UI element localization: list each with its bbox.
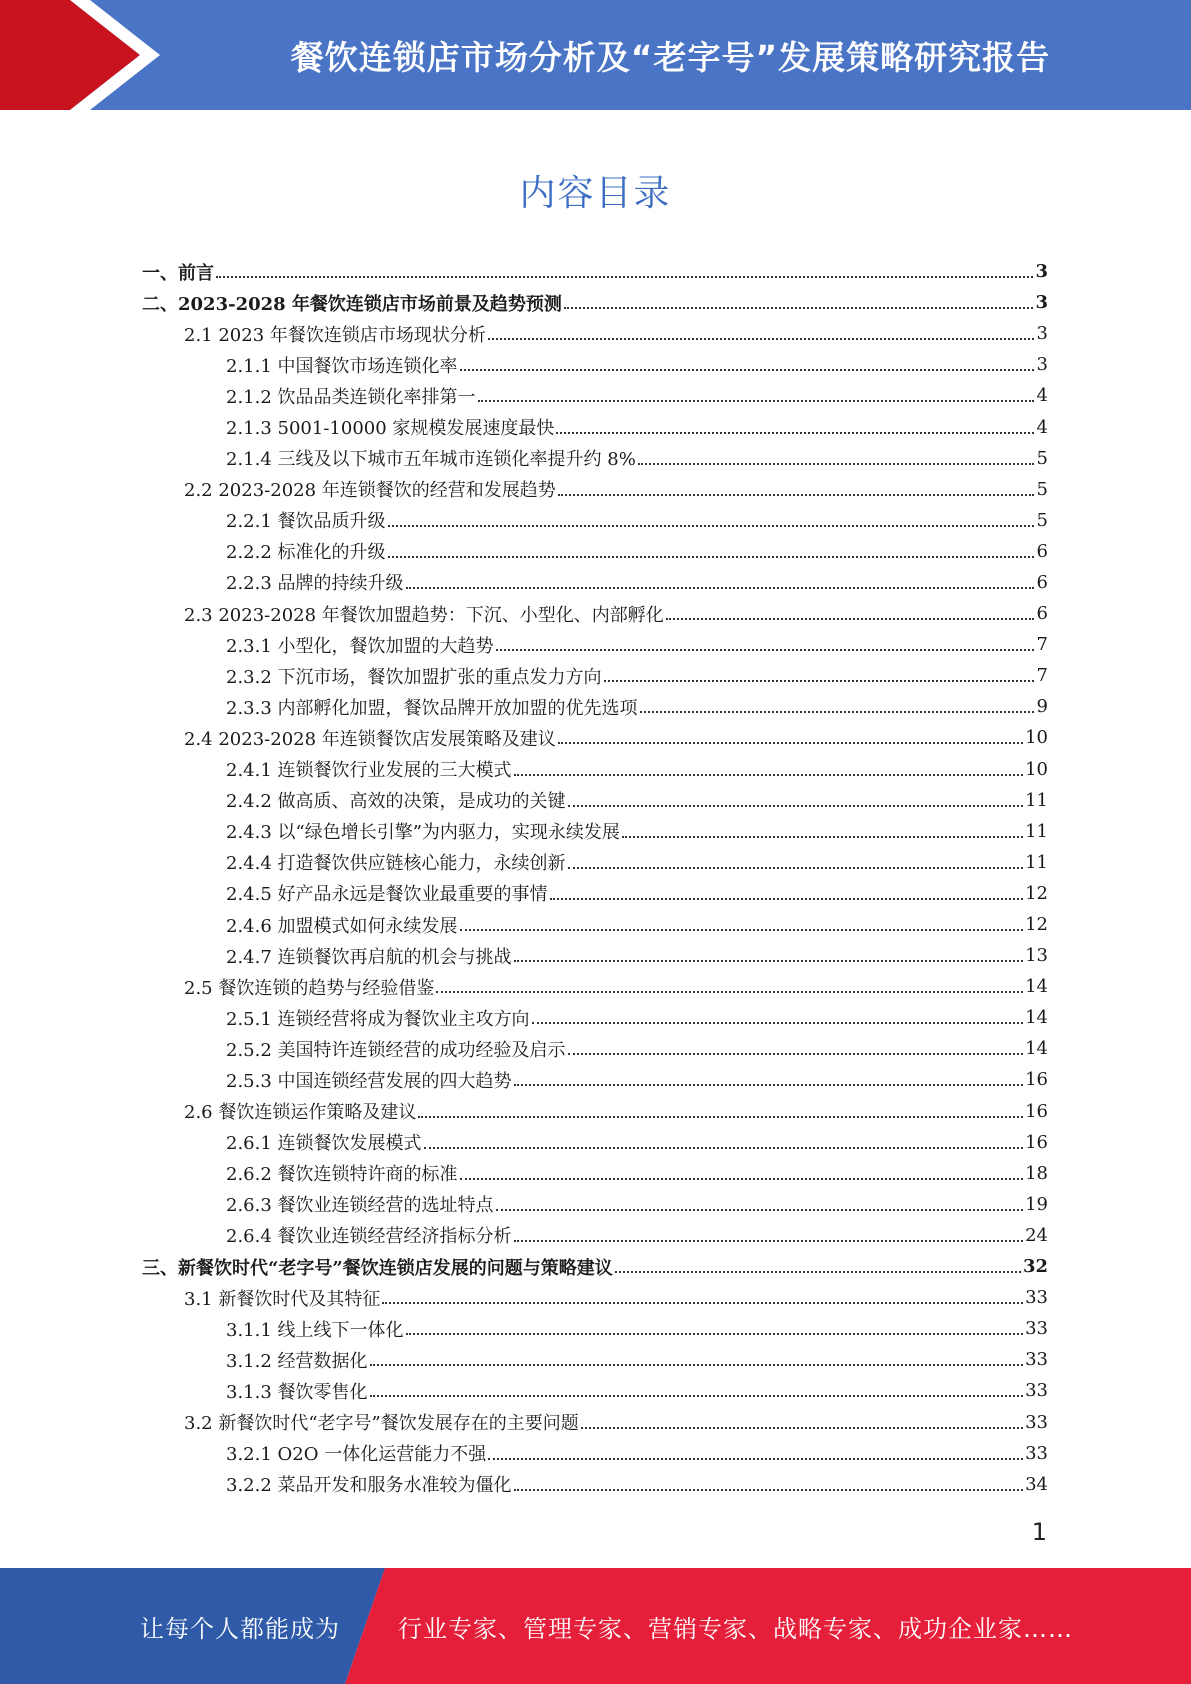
toc-entry-page: 3	[1036, 323, 1048, 345]
toc-entry-label: 2.4.2 做高质、高效的决策，是成功的关键	[226, 791, 566, 813]
toc-entry[interactable]	[0, 1127, 1191, 1158]
toc-leader-dots	[496, 1208, 1024, 1211]
toc-entry[interactable]	[0, 940, 1191, 971]
toc-leader-dots	[666, 617, 1034, 620]
toc-entry-page: 34	[1025, 1473, 1048, 1495]
toc-entry-label: 2.5.1 连锁经营将成为餐饮业主攻方向	[226, 1008, 530, 1030]
toc-entry-page: 14	[1025, 1007, 1048, 1029]
toc-leader-dots	[514, 1488, 1024, 1491]
toc-entry[interactable]	[0, 287, 1191, 318]
toc-entry[interactable]	[0, 1251, 1191, 1282]
toc-leader-dots	[615, 1270, 1021, 1273]
footer-banner	[0, 1568, 1191, 1684]
toc-leader-dots	[568, 866, 1024, 869]
toc-entry[interactable]	[0, 318, 1191, 349]
toc-entry-label: 2.2.2 标准化的升级	[226, 542, 386, 564]
toc-leader-dots	[514, 1239, 1024, 1242]
toc-entry[interactable]	[0, 909, 1191, 940]
toc-entry-label: 3.2 新餐饮时代“老字号”餐饮发展存在的主要问题	[184, 1413, 579, 1435]
toc-entry[interactable]	[0, 660, 1191, 691]
footer-slogan-right: 行业专家、管理专家、营销专家、战略专家、成功企业家……	[398, 1614, 1073, 1643]
toc-entry-page: 16	[1025, 1131, 1048, 1153]
toc-entry-page: 10	[1025, 727, 1048, 749]
toc-leader-dots	[496, 648, 1034, 651]
toc-entry-label: 2.4.5 好产品永远是餐饮业最重要的事情	[226, 884, 548, 906]
toc-entry-page: 33	[1025, 1287, 1048, 1309]
toc-leader-dots	[488, 1457, 1023, 1460]
header-banner	[0, 0, 1191, 110]
toc-leader-dots	[550, 897, 1024, 900]
toc-entry-page: 5	[1036, 478, 1048, 500]
toc-entry-page: 11	[1025, 820, 1048, 842]
report-title: 餐饮连锁店市场分析及“老字号”发展策略研究报告	[290, 37, 1051, 77]
toc-entry-page: 5	[1036, 509, 1048, 531]
toc-entry-label: 2.5.2 美国特许连锁经营的成功经验及启示	[226, 1039, 566, 1061]
toc-entry-page: 14	[1025, 976, 1048, 998]
toc-entry[interactable]	[0, 349, 1191, 380]
toc-entry-label: 3.2.2 菜品开发和服务水准较为僵化	[226, 1475, 512, 1497]
toc-entry-page: 3	[1036, 354, 1048, 376]
toc-entry[interactable]	[0, 785, 1191, 816]
toc-entry[interactable]	[0, 691, 1191, 722]
toc-entry[interactable]	[0, 1282, 1191, 1313]
toc-entry[interactable]	[0, 474, 1191, 505]
toc-entry-label: 2.3.2 下沉市场，餐饮加盟扩张的重点发力方向	[226, 666, 602, 688]
toc-entry-page: 3	[1035, 261, 1048, 283]
toc-entry-label: 2.6.3 餐饮业连锁经营的选址特点	[226, 1195, 494, 1217]
toc-entry-label: 2.4.1 连锁餐饮行业发展的三大模式	[226, 760, 512, 782]
toc-leader-dots	[460, 368, 1034, 371]
toc-entry[interactable]	[0, 1002, 1191, 1033]
page-number: 1	[1031, 1518, 1047, 1546]
toc-entry-label: 3.1.2 经营数据化	[226, 1350, 368, 1372]
toc-entry-page: 4	[1036, 385, 1048, 407]
header-arrow-icon	[0, 0, 160, 110]
toc-entry-label: 2.4.4 打造餐饮供应链核心能力，永续创新	[226, 853, 566, 875]
toc-entry-label: 2.4.3 以“绿色增长引擎”为内驱力，实现永续发展	[226, 822, 620, 844]
toc-entry-page: 33	[1025, 1411, 1048, 1433]
toc-entry-label: 2.4.7 连锁餐饮再启航的机会与挑战	[226, 946, 512, 968]
toc-entry-label: 一、前言	[142, 262, 214, 284]
toc-leader-dots	[370, 1363, 1024, 1366]
toc-entry[interactable]	[0, 1438, 1191, 1469]
toc-entry-label: 2.1 2023 年餐饮连锁店市场现状分析	[184, 324, 486, 346]
toc-entry-page: 4	[1036, 416, 1048, 438]
toc-leader-dots	[532, 1021, 1024, 1024]
toc-entry[interactable]	[0, 971, 1191, 1002]
toc-entry-page: 32	[1022, 1256, 1048, 1278]
toc-entry-page: 9	[1036, 696, 1048, 718]
toc-entry[interactable]	[0, 380, 1191, 411]
toc-leader-dots	[418, 1115, 1023, 1118]
toc-entry-label: 2.6.4 餐饮业连锁经营经济指标分析	[226, 1226, 512, 1248]
toc-entry-page: 13	[1025, 945, 1048, 967]
toc-entry-page: 5	[1036, 447, 1048, 469]
toc-entry[interactable]	[0, 1469, 1191, 1500]
toc-entry-page: 33	[1025, 1349, 1048, 1371]
toc-entry-label: 2.3.3 内部孵化加盟，餐饮品牌开放加盟的优先选项	[226, 697, 638, 719]
toc-entry-label: 二、2023-2028 年餐饮连锁店市场前景及趋势预测	[142, 293, 562, 315]
toc-leader-dots	[640, 710, 1034, 713]
toc-entry-label: 3.1.3 餐饮零售化	[226, 1381, 368, 1403]
toc-leader-dots	[581, 1426, 1023, 1429]
toc-entry[interactable]	[0, 878, 1191, 909]
toc-leader-dots	[370, 1394, 1024, 1397]
toc-entry-page: 24	[1025, 1224, 1048, 1246]
toc-entry[interactable]	[0, 443, 1191, 474]
toc-leader-dots	[424, 1146, 1024, 1149]
toc-leader-dots	[406, 586, 1034, 589]
toc-entry-page: 16	[1025, 1100, 1048, 1122]
toc-entry[interactable]	[0, 1189, 1191, 1220]
toc-leader-dots	[216, 275, 1033, 278]
toc-entry-page: 12	[1025, 914, 1048, 936]
toc-entry-label: 2.1.1 中国餐饮市场连锁化率	[226, 355, 458, 377]
toc-entry[interactable]	[0, 598, 1191, 629]
toc-entry-page: 33	[1025, 1442, 1048, 1464]
toc-entry[interactable]	[0, 754, 1191, 785]
toc-entry-label: 2.1.3 5001-10000 家规模发展速度最快	[226, 418, 555, 440]
toc-entry[interactable]	[0, 1158, 1191, 1189]
toc-leader-dots	[568, 1052, 1024, 1055]
toc-entry-label: 2.4 2023-2028 年连锁餐饮店发展策略及建议	[184, 728, 556, 750]
toc-leader-dots	[568, 804, 1024, 807]
toc-entry-page: 11	[1025, 789, 1048, 811]
toc-entry[interactable]	[0, 1344, 1191, 1375]
toc-leader-dots	[514, 959, 1024, 962]
toc-leader-dots	[488, 337, 1034, 340]
toc-entry[interactable]	[0, 722, 1191, 753]
toc-entry[interactable]	[0, 1064, 1191, 1095]
toc-leader-dots	[478, 399, 1034, 402]
toc-leader-dots	[514, 1083, 1024, 1086]
toc-leader-dots	[460, 1177, 1024, 1180]
toc-leader-dots	[406, 1332, 1024, 1335]
toc-entry-label: 2.6.1 连锁餐饮发展模式	[226, 1133, 422, 1155]
toc-entry-page: 33	[1025, 1318, 1048, 1340]
toc-entry-page: 33	[1025, 1380, 1048, 1402]
toc-entry-page: 6	[1036, 603, 1048, 625]
toc-entry-page: 7	[1036, 665, 1048, 687]
toc-entry-page: 18	[1025, 1162, 1048, 1184]
toc-title: 内容目录	[519, 173, 672, 214]
toc-leader-dots	[436, 990, 1023, 993]
toc-entry-page: 6	[1036, 540, 1048, 562]
toc-entry-label: 2.6 餐饮连锁运作策略及建议	[184, 1102, 417, 1124]
toc-entry-page: 11	[1025, 851, 1048, 873]
toc-entry-label: 3.1.1 线上线下一体化	[226, 1319, 404, 1341]
toc-entry-label: 2.6.2 餐饮连锁特许商的标准	[226, 1164, 458, 1186]
toc-leader-dots	[514, 773, 1024, 776]
toc-leader-dots	[564, 306, 1034, 309]
toc-entry-label: 3.1 新餐饮时代及其特征	[184, 1288, 381, 1310]
toc-leader-dots	[388, 524, 1034, 527]
toc-entry-label: 2.2.1 餐饮品质升级	[226, 511, 386, 533]
toc-entry-label: 2.5 餐饮连锁的趋势与经验借鉴	[184, 977, 435, 999]
footer-slogan-left: 让每个人都能成为	[140, 1614, 340, 1643]
toc-entry[interactable]	[0, 629, 1191, 660]
toc-entry-page: 3	[1035, 292, 1048, 314]
toc-entry-page: 7	[1036, 634, 1048, 656]
toc-entry-page: 19	[1025, 1193, 1048, 1215]
toc-leader-dots	[638, 462, 1034, 465]
toc-entry-label: 2.5.3 中国连锁经营发展的四大趋势	[226, 1070, 512, 1092]
toc-entry-label: 三、新餐饮时代“老字号”餐饮连锁店发展的问题与策略建议	[142, 1257, 613, 1279]
toc-entry-page: 6	[1036, 571, 1048, 593]
toc-entry-page: 10	[1025, 758, 1048, 780]
toc-entry-label: 2.2.3 品牌的持续升级	[226, 573, 404, 595]
toc-entry-label: 2.3 2023-2028 年餐饮加盟趋势：下沉、小型化、内部孵化	[184, 604, 664, 626]
toc-entry[interactable]	[0, 847, 1191, 878]
toc-leader-dots	[604, 679, 1034, 682]
toc-entry[interactable]	[0, 1033, 1191, 1064]
toc-leader-dots	[558, 741, 1023, 744]
toc-entry-label: 2.2 2023-2028 年连锁餐饮的经营和发展趋势	[184, 480, 556, 502]
toc-entry[interactable]	[0, 567, 1191, 598]
toc-entry[interactable]	[0, 256, 1191, 287]
toc-entry[interactable]	[0, 816, 1191, 847]
toc-entry[interactable]	[0, 411, 1191, 442]
toc-entry-page: 14	[1025, 1038, 1048, 1060]
toc-leader-dots	[622, 835, 1023, 838]
toc-leader-dots	[556, 431, 1034, 434]
table-of-contents	[0, 256, 1191, 1500]
toc-entry-label: 2.3.1 小型化，餐饮加盟的大趋势	[226, 635, 494, 657]
toc-entry[interactable]	[0, 1220, 1191, 1251]
toc-entry[interactable]	[0, 1313, 1191, 1344]
toc-entry[interactable]	[0, 505, 1191, 536]
toc-entry-label: 2.1.4 三线及以下城市五年城市连锁化率提升约 8%	[226, 449, 636, 471]
toc-entry-label: 3.2.1 O2O 一体化运营能力不强	[226, 1444, 487, 1466]
toc-entry-label: 2.4.6 加盟模式如何永续发展	[226, 915, 458, 937]
toc-entry[interactable]	[0, 536, 1191, 567]
toc-entry[interactable]	[0, 1375, 1191, 1406]
toc-entry[interactable]	[0, 1406, 1191, 1437]
toc-leader-dots	[388, 555, 1034, 558]
toc-leader-dots	[382, 1301, 1023, 1304]
toc-entry-label: 2.1.2 饮品品类连锁化率排第一	[226, 386, 476, 408]
toc-entry-page: 16	[1025, 1069, 1048, 1091]
toc-entry-page: 12	[1025, 882, 1048, 904]
toc-entry[interactable]	[0, 1096, 1191, 1127]
toc-leader-dots	[558, 493, 1034, 496]
toc-leader-dots	[460, 928, 1024, 931]
